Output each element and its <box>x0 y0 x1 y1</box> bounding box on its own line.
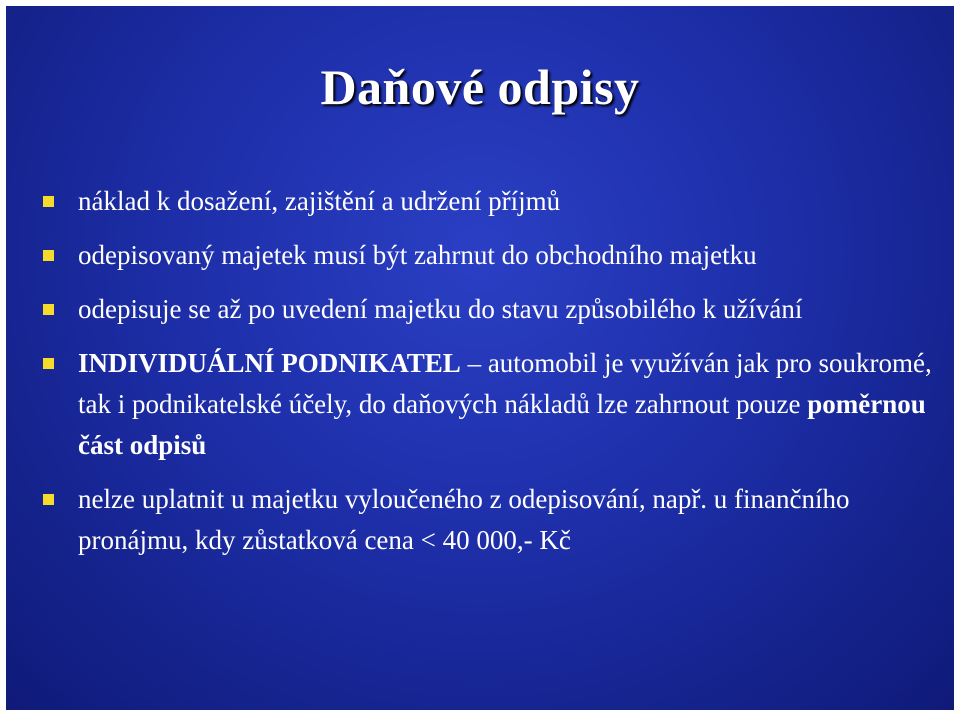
bullet-text: odepisovaný majetek musí být zahrnut do obchodního majetku <box>78 240 757 270</box>
bullet-text: náklad k dosažení, zajištění a udržení příjmů <box>78 186 561 216</box>
slide <box>6 6 954 710</box>
bullet-item <box>6 181 954 222</box>
bullet-item <box>6 235 954 276</box>
bullet-text: nelze uplatnit u majetku vyloučeného z odepisování, např. u finančního pronájmu, kdy zůstatková cena < 40 000,- Kč <box>78 484 850 555</box>
square-bullet-icon <box>43 250 54 261</box>
bullet-item <box>6 343 954 466</box>
bullet-text: odepisuje se až po uvedení majetku do stavu způsobilého k užívání <box>78 294 803 324</box>
bullet-item <box>6 479 954 561</box>
square-bullet-icon <box>43 304 54 315</box>
bullet-item <box>6 289 954 330</box>
bullet-bold-lead: INDIVIDUÁLNÍ PODNIKATEL <box>78 348 461 378</box>
bullet-text: – automobil je využíván jak pro soukromé, tak i podnikatelské účely, do daňových nákladů lze zahrnout pouze <box>78 348 932 419</box>
slide-title: Daňové odpisy <box>320 59 640 115</box>
bullet-bold-tail: poměrnou část odpisů <box>78 389 926 460</box>
square-bullet-icon <box>43 358 54 369</box>
square-bullet-icon <box>43 196 54 207</box>
square-bullet-icon <box>43 494 54 505</box>
bullet-list <box>6 181 954 574</box>
